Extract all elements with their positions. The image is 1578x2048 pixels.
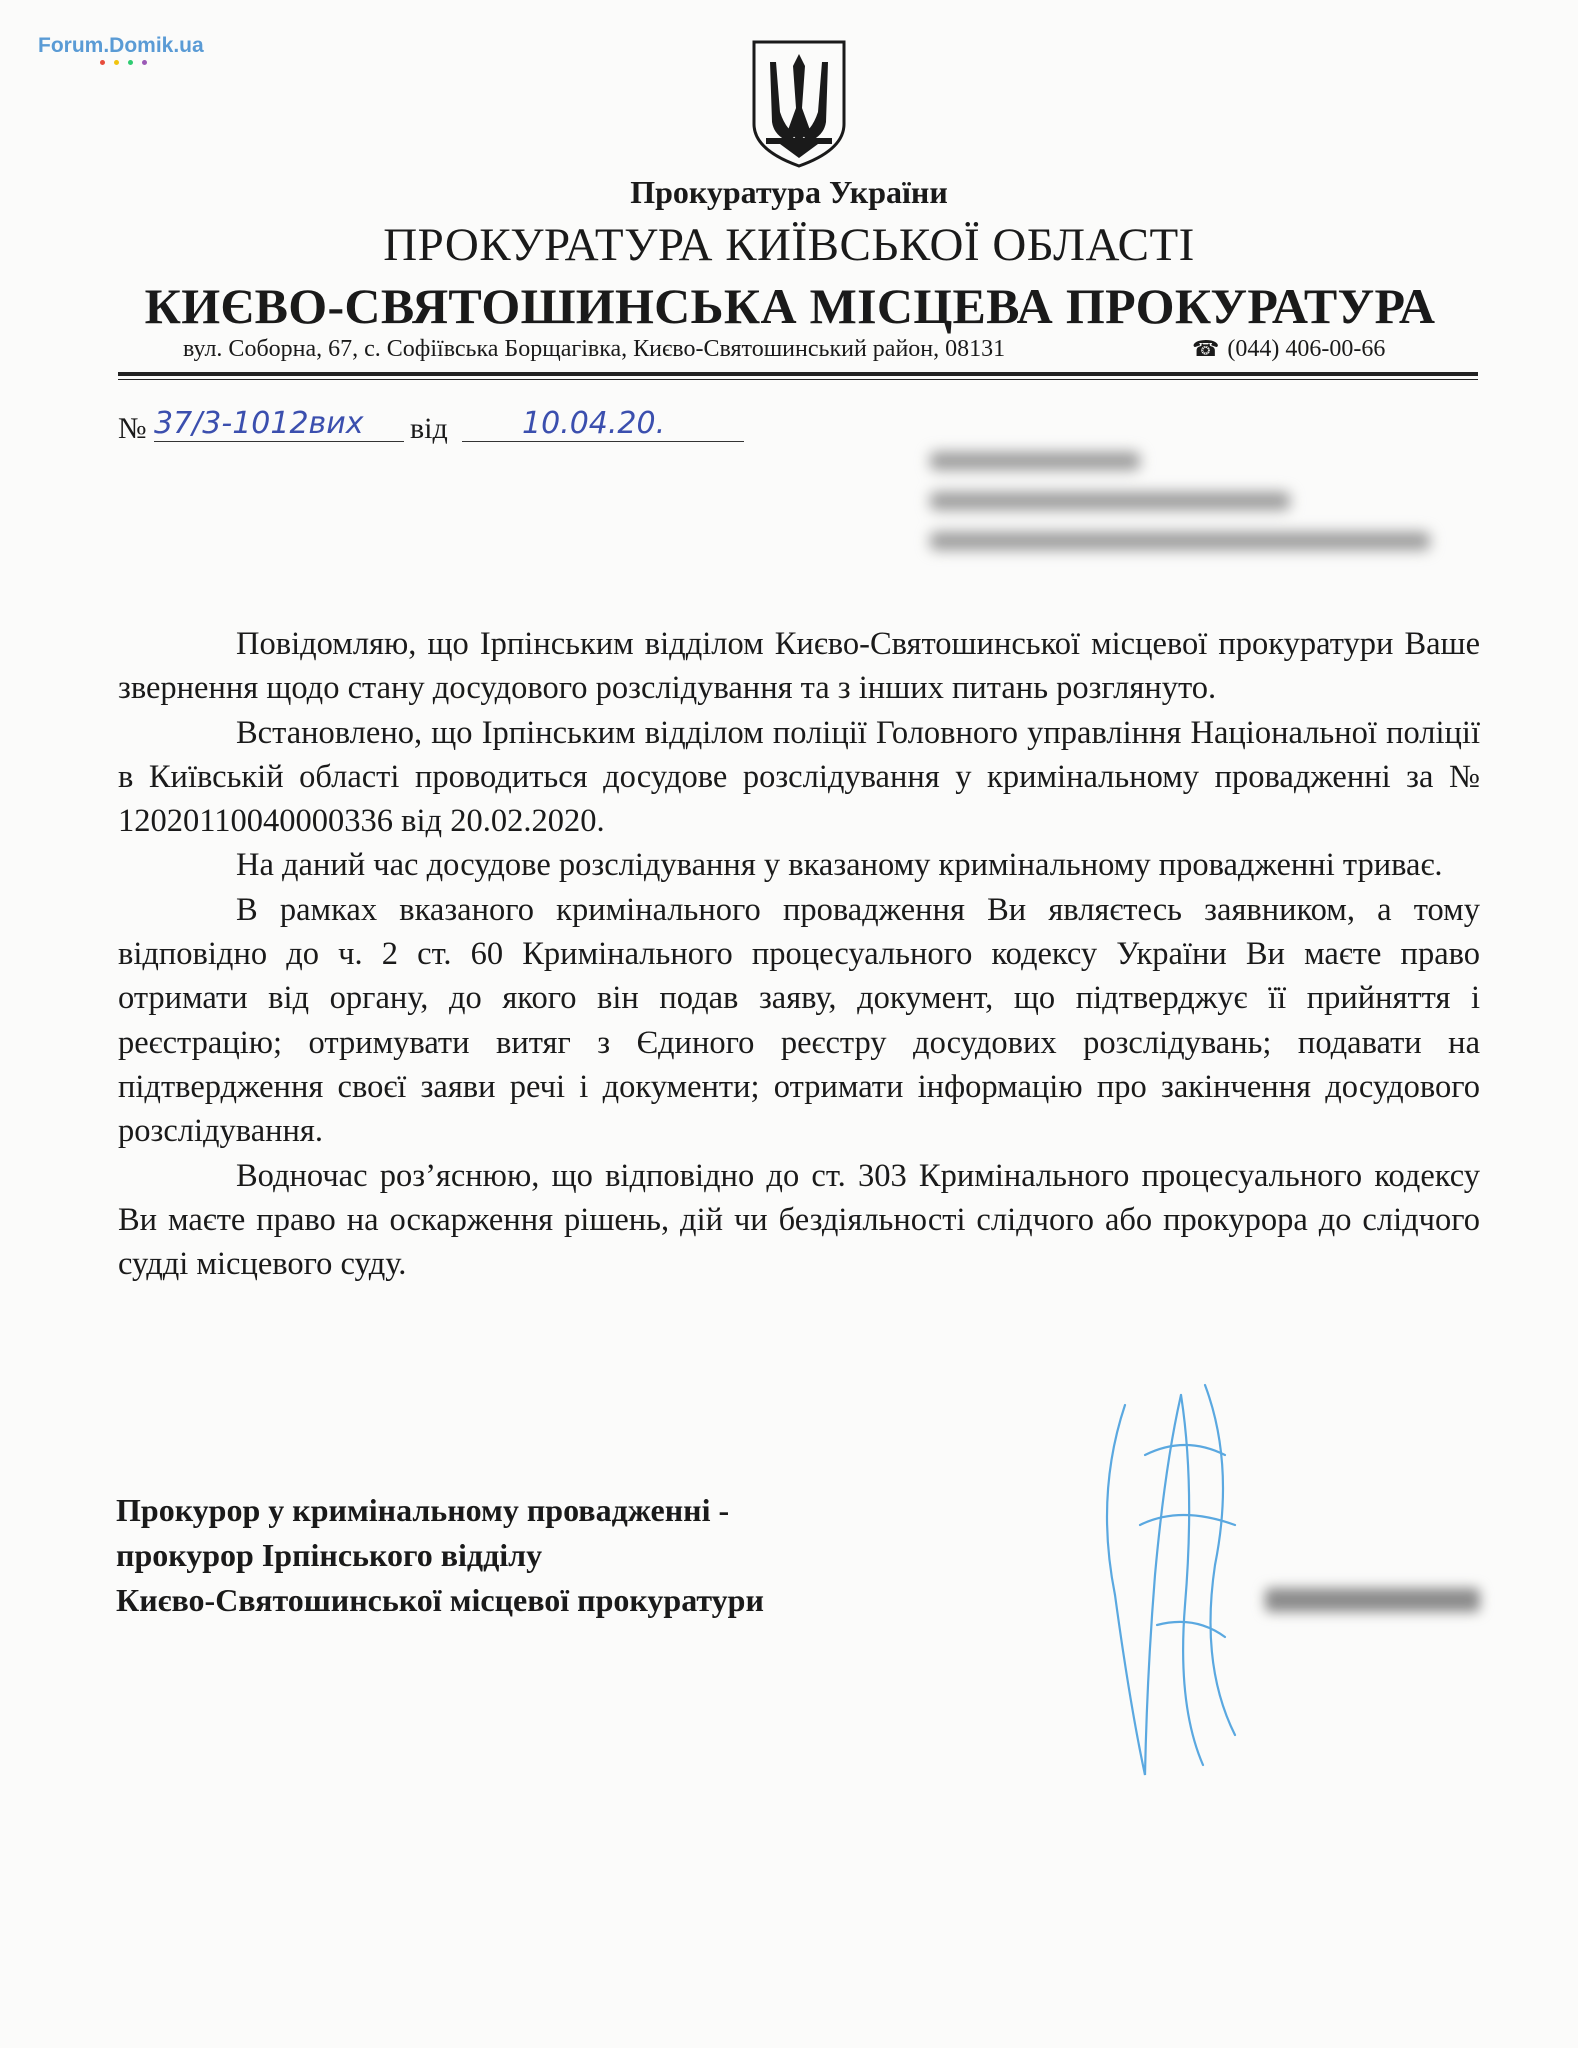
body-paragraph: Повідомляю, що Ірпінським відділом Києво-Святошинської місцевої прокуратури Ваше звернення щодо стану досудового розслідування та з інших питань розглянуто.: [118, 626, 1480, 707]
organization-parent: Прокуратура України: [630, 174, 948, 210]
watermark-logo: Forum.Domik.ua: [38, 34, 204, 57]
organization-regional: ПРОКУРАТУРА КИЇВСЬКОЇ ОБЛАСТІ: [383, 219, 1195, 271]
header-divider-thin: [118, 379, 1478, 380]
body-paragraph: Встановлено, що Ірпінським відділом поліції Головного управління Національної поліції в Київській області проводиться досудове розслідування у кримінальному провадженні за № 12020110040000336 від 20.02.2020.: [118, 714, 1480, 840]
handwritten-signature: [1085, 1375, 1265, 1795]
registration-number-handwritten: 37/3-1012вих: [154, 406, 364, 441]
trident-emblem-icon: [750, 38, 848, 170]
body-paragraph: Водночас роз’яснюю, що відповідно до ст. 303 Кримінального процесуального кодексу Ви маєте право на оскарження рішень, дій чи бездіяльності слідчого або прокурора до слідчого судді місцевого суду.: [118, 1157, 1480, 1283]
body-paragraph: На даний час досудове розслідування у вказаному кримінальному провадженні триває.: [236, 847, 1443, 884]
signatory-title-line: Києво-Святошинської місцевої прокуратури: [116, 1582, 764, 1618]
phone-number: (044) 406-00-66: [1227, 336, 1386, 362]
registration-date-field: [462, 406, 744, 442]
signatory-name-redacted: [1265, 1580, 1480, 1620]
signatory-title-line: Прокурор у кримінальному провадженні -: [116, 1492, 730, 1528]
signatory-title-line: прокурор Ірпінського відділу: [116, 1537, 543, 1573]
header-divider: [118, 372, 1478, 376]
watermark-dots: [100, 60, 147, 65]
registration-number-label: №: [118, 412, 147, 445]
body-paragraph: В рамках вказаного кримінального провадження Ви являєтесь заявником, а тому відповідно до ч. 2 ст. 60 Кримінального процесуального кодексу України Ви маєте право отримати від органу, до якого він подав заяву, документ, що підтверджує її прийняття і реєстрацію; отримувати витяг з Єдиного реєстру досудових розслідувань; подавати на підтвердження своєї заяви речі і документи; отримати інформацію про закінчення досудового розслідування.: [118, 891, 1480, 1150]
telephone-icon: ☎: [1192, 337, 1220, 362]
organization-address: вул. Соборна, 67, с. Софіївська Борщагівка, Києво-Святошинський район, 08131: [183, 336, 1006, 362]
registration-date-handwritten: 10.04.20.: [522, 406, 666, 441]
recipient-address-redacted: [930, 452, 1430, 582]
letter-body: [118, 622, 1480, 1286]
organization-local: КИЄВО-СВЯТОШИНСЬКА МІСЦЕВА ПРОКУРАТУРА: [144, 278, 1436, 334]
signatory-title: [116, 1488, 764, 1623]
registration-date-label: від: [410, 412, 448, 445]
registration-number-field: [154, 406, 404, 442]
organization-phone: [1192, 336, 1385, 363]
